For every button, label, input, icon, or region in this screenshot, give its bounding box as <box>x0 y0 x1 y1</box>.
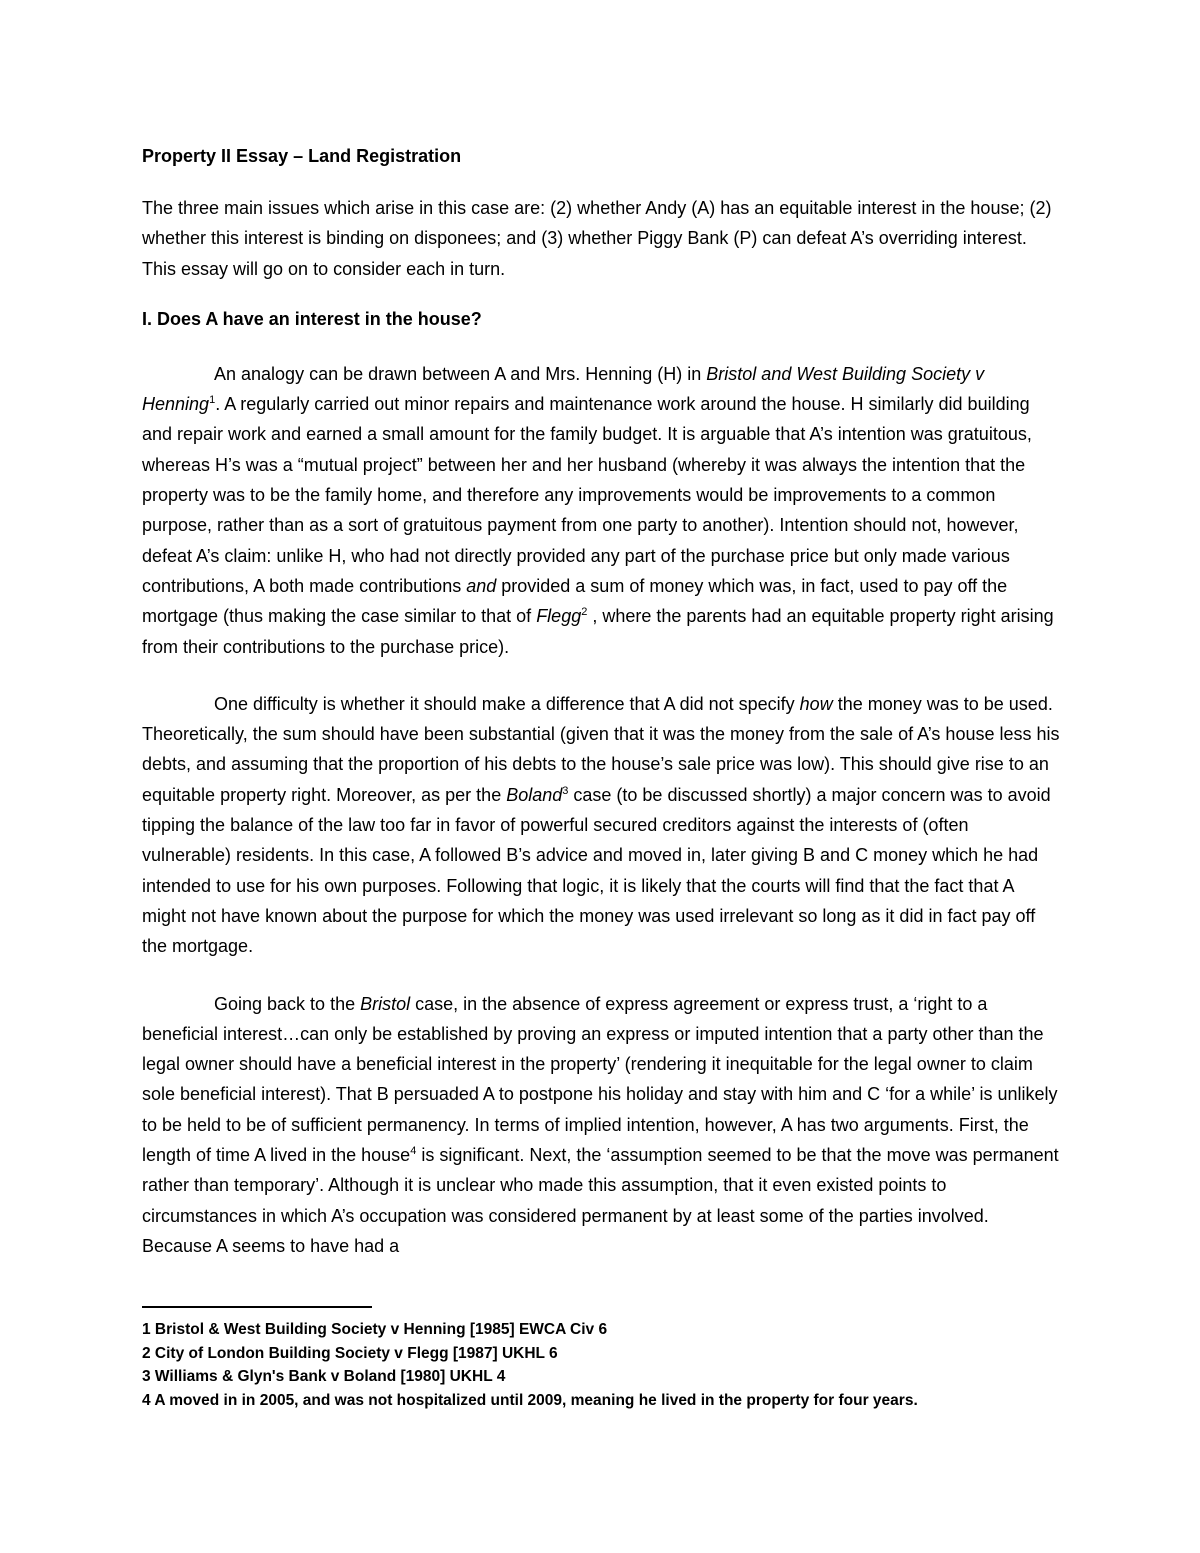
paragraph-text: the money was to be used. Theoretically, the sum should have been substantial (given that it was the money from the sale of A’s house less his debts, and assuming that the proportion of his debts to the house’s sale price was low). This should give rise to an equitable property right. Moreover, as per the <box>142 693 1060 805</box>
case-name-boland: Boland <box>506 784 563 805</box>
footnote-ref-1: 1 <box>209 394 216 407</box>
paragraph-text: . A regularly carried out minor repairs and maintenance work around the house. H similarly did building and repair work and earned a small amount for the family budget. It is arguable that A’s intention was gratuitous, whereas H’s was a “mutual project” between her and her husband (whereby it was always the intention that the property was to be the family home, and therefore any improvements would be improvements to a common purpose, rather than as a sort of gratuitous payment from one party to another). Intention should not, however, defeat A’s claim: unlike H, who had not directly provided any part of the purchase price but only made various contributions, A both made contributions <box>142 394 1032 596</box>
case-name-bristol: Bristol <box>360 993 411 1014</box>
footnote-separator <box>142 1306 372 1308</box>
section-heading: I. Does A have an interest in the house? <box>142 308 482 329</box>
footnote-4: 4 A moved in in 2005, and was not hospitalized until 2009, meaning he lived in the property for four years. <box>142 1391 918 1409</box>
paragraph-text: provided a sum of money which was, in fact, used to pay off the mortgage (thus making the case similar to that of <box>142 575 1008 627</box>
footnote-1: 1 Bristol & West Building Society v Henning [1985] EWCA Civ 6 <box>142 1321 608 1338</box>
document-title: Property II Essay – Land Registration <box>142 146 462 166</box>
paragraph-text: case, in the absence of express agreement or express trust, a ‘right to a beneficial interest…can only be established by proving an express or imputed intention that a party other than the legal owner should have a beneficial interest in the property’ (rendering it inequitable for the legal owner to claim sole beneficial interest). That B persuaded A to postpone his holiday and stay with him and C ‘for a while’ is unlikely to be held to be of sufficient permanency. In terms of implied intention, however, A has two arguments. First, the length of time A lived in the house <box>142 993 1058 1166</box>
footnote-3: 3 Williams & Glyn's Bank v Boland [1980] UKHL 4 <box>142 1368 506 1385</box>
case-name-flegg: Flegg <box>536 606 582 627</box>
case-name-bristol-henning: Bristol and West Building Society v Henning <box>142 363 985 415</box>
paragraph-text: case (to be discussed shortly) a major concern was to avoid tipping the balance of the law too far in favor of powerful secured creditors against the interests of (often vulnerable) residents. In this case, A followed B’s advice and moved in, later giving B and C money which he had intended to use for his own purposes. Following that logic, it is likely that the courts will find that the fact that A might not have known about the purpose for which the money was used irrelevant so long as it did in fact pay off the mortgage. <box>142 784 1051 957</box>
footnote-ref-3: 3 <box>562 784 569 797</box>
paragraph-text: is significant. Next, the ‘assumption seemed to be that the move was permanent rather than temporary’. Although it is unclear who made this assumption, that it even existed points to circumstances in which A’s occupation was considered permanent by at least some of the parties involved. Because A seems to have had a <box>142 1145 1059 1256</box>
document-body <box>142 143 1062 1261</box>
footnotes <box>142 1318 1102 1412</box>
paragraph-bristol-intention <box>142 989 1062 1262</box>
paragraph-henning-analogy <box>142 359 1062 662</box>
intro-text: The three main issues which arise in this case are: (2) whether Andy (A) has an equitable interest in the house; (2) whether this interest is binding on disponees; and (3) whether Piggy Bank (P) can defeat A’s overriding interest. This essay will go on to consider each in turn. <box>142 198 1052 279</box>
paragraph-text: One difficulty is whether it should make a difference that A did not specify <box>214 693 800 714</box>
emphasis-and: and <box>466 575 497 596</box>
paragraph-money-use <box>142 689 1062 962</box>
emphasis-how: how <box>799 693 833 714</box>
footnote-ref-2: 2 <box>581 606 588 619</box>
footnote-2: 2 City of London Building Society v Flegg [1987] UKHL 6 <box>142 1344 558 1362</box>
footnote-ref-4: 4 <box>410 1145 417 1158</box>
paragraph-text: Going back to the <box>214 993 361 1014</box>
intro-paragraph <box>142 193 1062 284</box>
paragraph-text: An analogy can be drawn between A and Mrs. Henning (H) in <box>214 363 707 384</box>
paragraph-text: , where the parents had an equitable property right arising from their contributions to the purchase price). <box>142 606 1054 657</box>
